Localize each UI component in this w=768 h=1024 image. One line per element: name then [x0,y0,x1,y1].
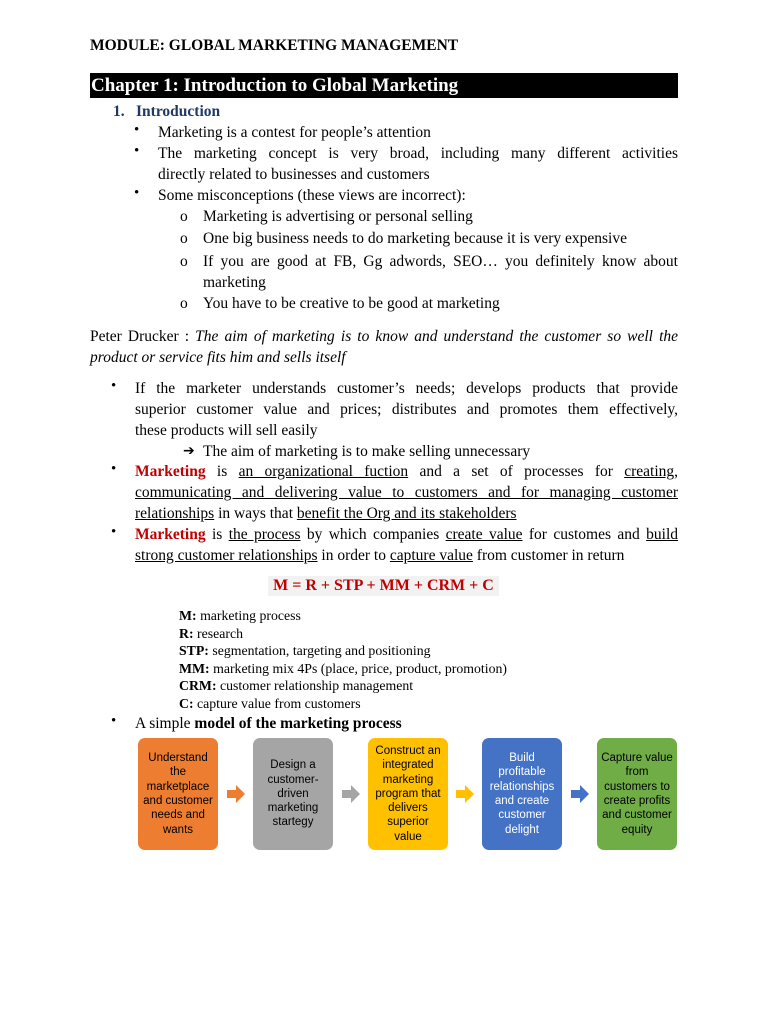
definition-item [179,625,507,643]
process-step-3 [368,738,448,850]
underlined-phrase: build [646,526,679,543]
definition-key: MM: [179,660,210,676]
underlined-phrase: capture value [389,547,473,564]
underlined-phrase: create value [445,526,523,543]
text-fragment: in ways that [214,505,297,522]
intro-bullet-3: Some misconceptions (these views are incorrect): [158,187,466,204]
definition-item [179,677,507,695]
text-fragment: from customer in return [472,547,625,564]
definition-key: STP: [179,643,209,658]
right-arrow-icon: ➔ [183,443,195,459]
keyword-marketing: Marketing [135,463,206,480]
text-fragment: is [205,526,229,543]
process-step-2 [253,738,333,850]
process-step-4 [482,738,562,850]
chapter-title: Chapter 1: Introduction to Global Marketing [90,73,678,98]
point-2-line-2: communicating and delivering value to customers and for managing customer [135,484,678,501]
text-fragment: by which companies [300,526,446,543]
definition-key: C: [179,695,194,711]
point-2-line-3 [135,503,517,524]
definition-text: marketing process [196,608,301,623]
sub-marker: o [180,230,188,247]
point-1-line-1: If the marketer understands customer’s needs; develops products that provide [135,380,678,397]
definition-text: research [193,625,243,641]
quote-text-1: The aim of marketing is to know and understand the customer so well the [195,328,678,345]
right-arrow-icon [456,785,474,803]
bullet-icon: • [111,378,117,394]
sub-marker: o [180,253,188,270]
definition-key: CRM: [179,678,217,693]
intro-bullet-2b: directly related to businesses and customers [158,166,430,183]
text-fragment: in order to [317,547,390,564]
quote-line-2: product or service fits him and sells itself [90,349,346,366]
point-3-line-2 [135,545,624,566]
quote-author: Peter Drucker : [90,328,196,345]
point-1-arrow-text: The aim of marketing is to make selling unnecessary [203,443,531,460]
sub-bullet-1: Marketing is advertising or personal selling [203,208,473,225]
bullet-icon: • [134,122,140,138]
underlined-phrase: strong customer relationships [135,547,318,564]
underlined-phrase: relationships [135,505,215,522]
definition-text: marketing mix 4Ps (place, price, product, promotion) [209,660,507,676]
intro-heading: Introduction [136,103,221,120]
point-1-line-3: these products will sell easily [135,422,318,439]
sub-bullet-3a: If you are good at FB, Gg adwords, SEO… you definitely know about [203,253,678,270]
quote-line-1 [90,326,678,347]
process-step-1 [138,738,218,850]
process-step-5 [597,738,677,850]
model-title: model of the marketing process [194,715,402,732]
definition-text: segmentation, targeting and positioning [208,643,431,658]
sub-bullet-3b: marketing [203,274,266,291]
definition-text: capture value from customers [193,695,361,711]
sub-marker: o [180,295,188,312]
process-step-text: Construct an integrated marketing program that delivers superior value [375,744,441,843]
text-fragment: for customes and [522,526,647,543]
text-fragment: A simple [135,715,195,732]
marketing-formula: M = R + STP + MM + CRM + C [268,576,499,596]
process-step-text: Capture value from customers to create profits and customer equity [601,752,673,836]
module-header: MODULE: GLOBAL MARKETING MANAGEMENT [90,37,459,54]
definition-key: M: [179,608,197,623]
process-step-text: Build profitable relationships and create customer delight [489,752,555,836]
definition-key: R: [179,625,194,641]
bullet-icon: • [134,185,140,201]
definition-item [179,660,507,678]
underlined-phrase: the process [228,526,301,543]
process-step-text: Design a customer-driven marketing startegy [267,759,319,829]
bullet-icon: • [111,461,117,477]
definition-list [179,607,507,712]
definition-item [179,642,507,660]
sub-bullet-4: You have to be creative to be good at marketing [203,295,500,312]
intro-bullet-1: Marketing is a contest for people’s attention [158,124,431,141]
bullet-icon: • [111,524,117,540]
point-1-line-2: superior customer value and prices; distributes and promotes them effectively, [135,401,678,418]
underlined-phrase: an organizational fuction [238,463,409,480]
right-arrow-icon [571,785,589,803]
marketing-process-flow [138,738,678,850]
underlined-phrase: creating, [624,463,679,480]
process-step-text: Understand the marketplace and customer needs and wants [143,752,213,836]
point-3-line-1 [135,524,678,545]
right-arrow-icon [342,785,360,803]
sub-bullet-2: One big business needs to do marketing because it is very expensive [203,230,627,247]
sub-marker: o [180,208,188,225]
definition-item [179,695,507,713]
text-fragment: is [205,463,239,480]
model-lead [135,713,402,734]
text-fragment: and a set of processes for [408,463,625,480]
definition-item [179,607,507,625]
point-2-line-1 [135,461,678,482]
right-arrow-icon [227,785,245,803]
intro-number: 1. [113,103,125,120]
bullet-icon: • [111,713,117,729]
intro-bullet-2a: The marketing concept is very broad, including many different activities [158,145,678,162]
underlined-phrase: benefit the Org and its stakeholders [296,505,517,522]
definition-text: customer relationship management [216,678,414,693]
bullet-icon: • [134,143,140,159]
keyword-marketing: Marketing [135,526,206,543]
